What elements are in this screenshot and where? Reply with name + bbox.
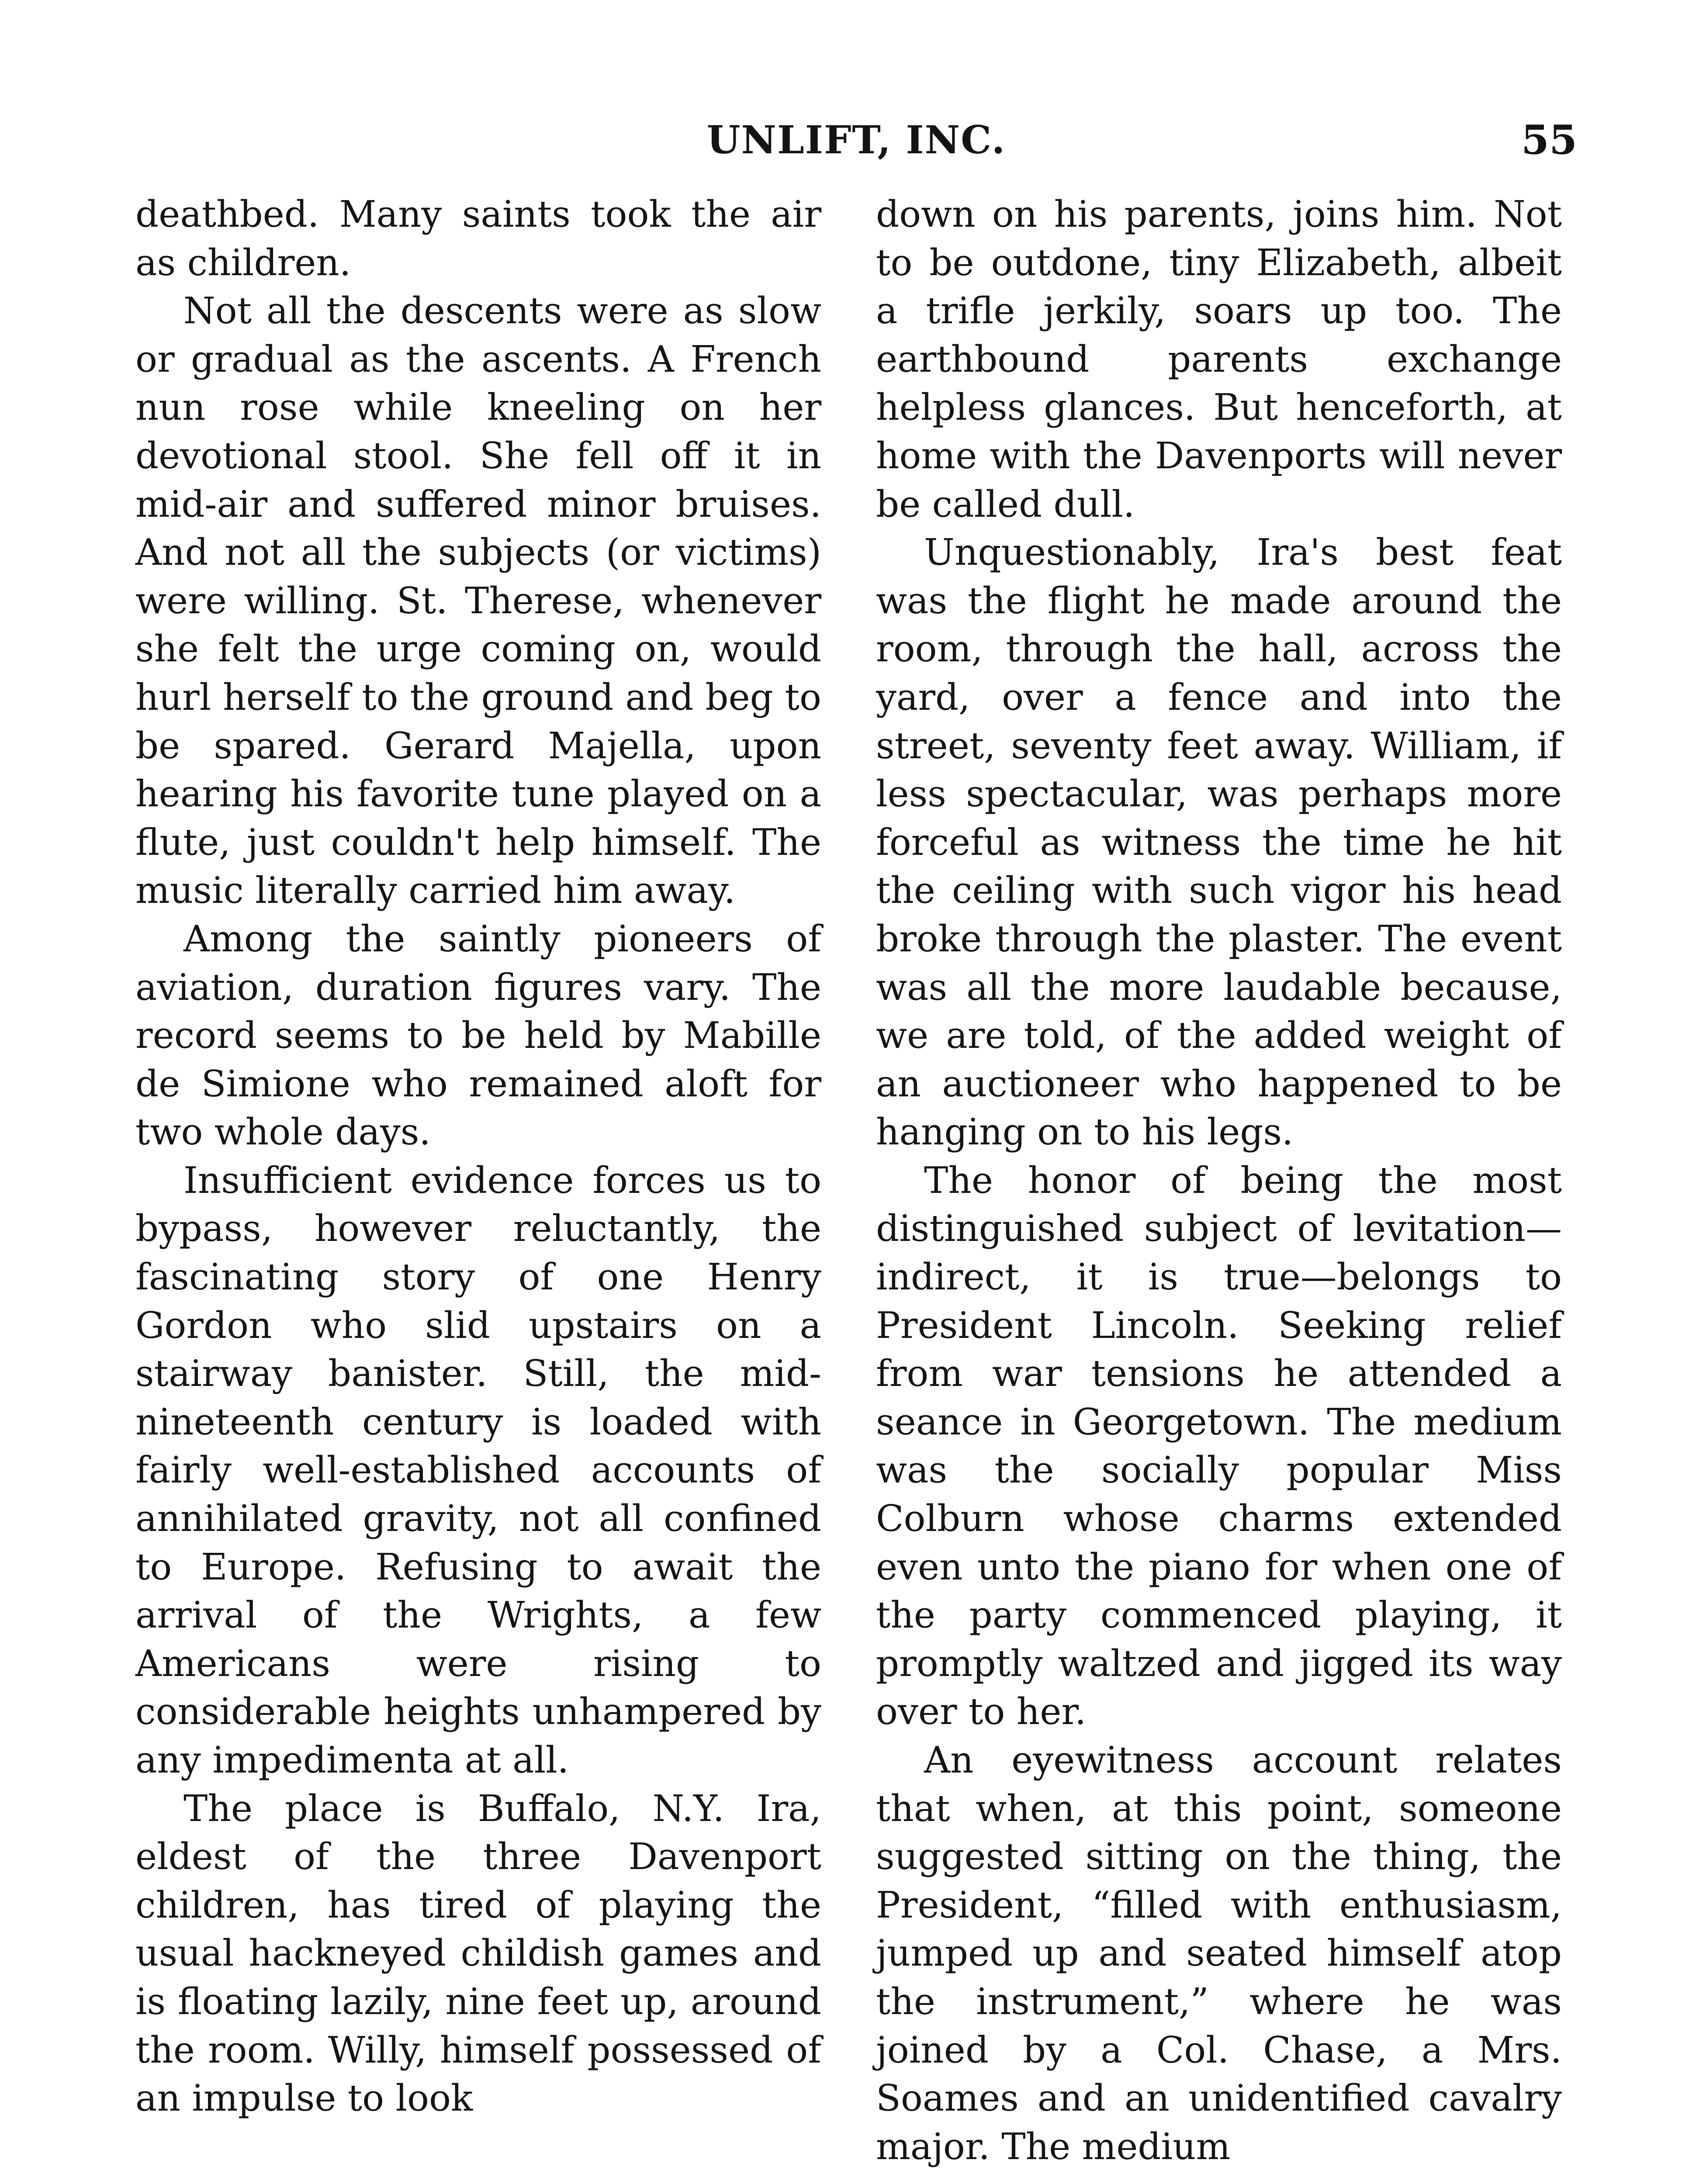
paragraph: down on his parents, joins him. Not to be outdone, tiny Elizabeth, albeit a trifle jerkily, soars up too. The earthbound parents exchange helpless glances. But henceforth, at home with the Davenports will never be called dull. bbox=[876, 193, 1562, 525]
paragraph: The honor of being the most distinguished subject of levitation—indirect, it is true—belongs to President Lincoln. Seeking relief from war tensions he attended a seance in Georgetown. The medium was the socially popular Miss Colburn whose charms extended even unto the piano for when one of the party commenced playing, it promptly waltzed and jigged its way over to her. bbox=[876, 1159, 1562, 1733]
paragraph: The place is Buffalo, N.Y. Ira, eldest of the three Davenport children, has tired of playing the usual hackneyed childish games and is floating lazily, nine feet up, around the room. Willy, himself possessed of an impulse to look bbox=[135, 1787, 821, 2120]
page-header bbox=[135, 111, 1577, 168]
running-title: UNLIFT, INC. bbox=[706, 117, 1006, 162]
paragraph: Not all the descents were as slow or gradual as the ascents. A French nun rose while kneeling on her devotional stool. She fell off it in mid-air and suffered minor bruises. And not all the subjects (or victims) were willing. St. Therese, whenever she felt the urge coming on, would hurl herself to the ground and beg to be spared. Gerard Majella, upon hearing his favorite tune played on a flute, just couldn't help himself. The music literally carried him away. bbox=[135, 290, 821, 912]
paragraph: Insufficient evidence forces us to bypass, however reluctantly, the fascinating story of one Henry Gordon who slid upstairs on a stairway banister. Still, the mid-nineteenth century is loaded with fairly well-established accounts of annihilated gravity, not all confined to Europe. Refusing to await the arrival of the Wrights, a few Americans were rising to considerable heights unhampered by any impedimenta at all. bbox=[135, 1159, 821, 1781]
page-number: 55 bbox=[1521, 116, 1577, 163]
left-column bbox=[135, 190, 821, 2123]
paragraph: Among the saintly pioneers of aviation, duration figures vary. The record seems to be held by Mabille de Simione who remained aloft for two whole days. bbox=[135, 917, 821, 1154]
paragraph: An eyewitness account relates that when, at this point, someone suggested sitting on the thing, the President, “filled with enthusiasm, jumped up and seated himself atop the instrument,” where he was joined by a Col. Chase, a Mrs. Soames and an unidentified cavalry major. The medium bbox=[876, 1739, 1562, 2168]
paragraph: deathbed. Many saints took the air as children. bbox=[135, 193, 821, 284]
right-column bbox=[876, 190, 1562, 2171]
paragraph: Unquestionably, Ira's best feat was the flight he made around the room, through the hall, across the yard, over a fence and into the street, seventy feet away. William, if less spectacular, was perhaps more forceful as witness the time he hit the ceiling with such vigor his head broke through the plaster. The event was all the more laudable because, we are told, of the added weight of an auctioneer who happened to be hanging on to his legs. bbox=[876, 531, 1562, 1154]
